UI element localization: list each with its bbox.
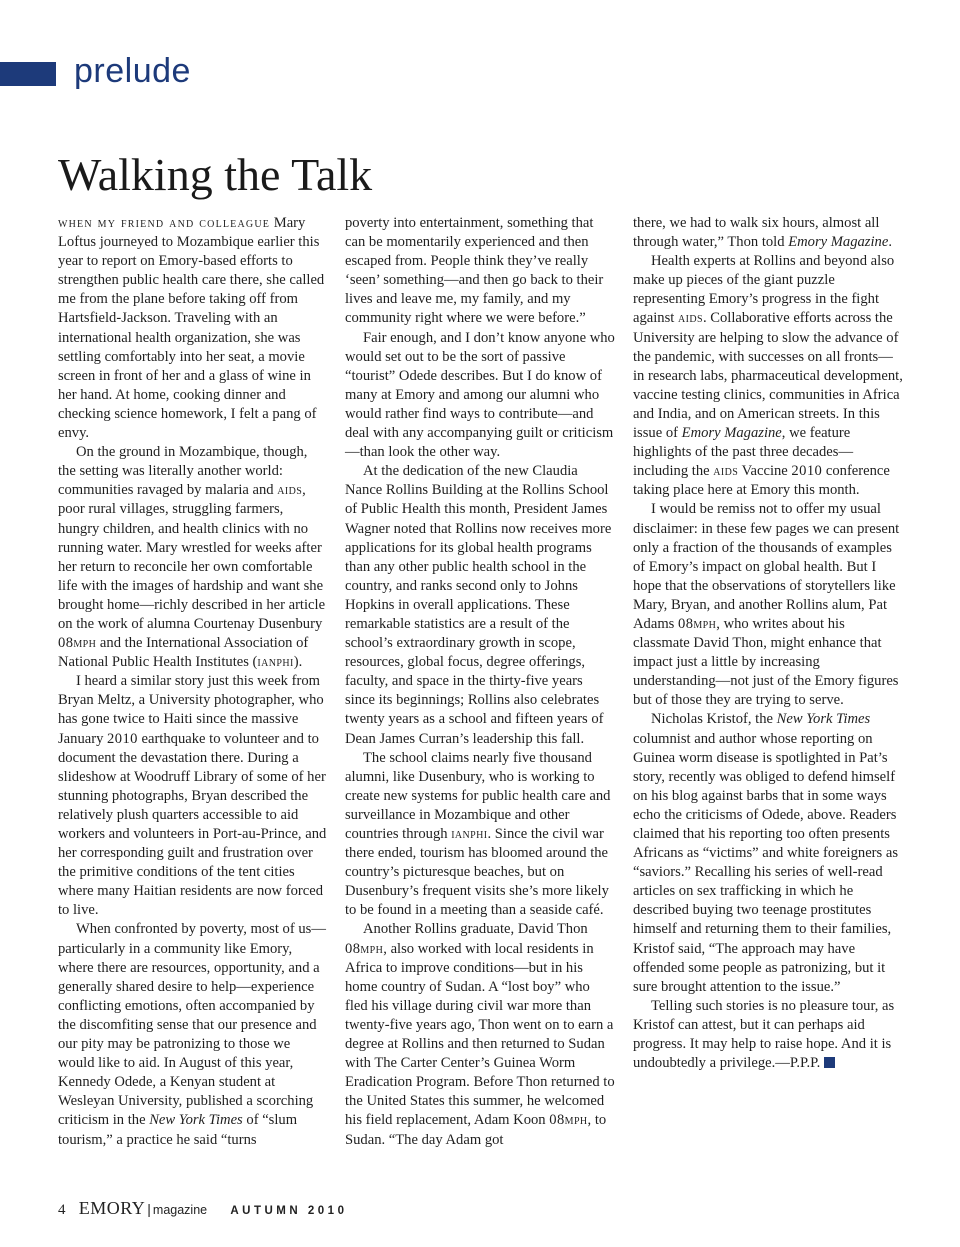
paragraph: I would be remiss not to offer my usual disclaimer: in these few pages we can present only a fraction of the thousands of examples of Emory’s impact on global health. But I hope that the observations of storytellers like Mary, Bryan, and another Rollins alum, Pat Adams 08mph, who writes about his classmate David Thon, might enhance that impact just a little by increasing understanding—not just of the Emory figures but of those they are trying to serve. [633,501,900,709]
article-title: Walking the Talk [58,149,373,200]
paragraph: The school claims nearly five thousand alumni, like Dusenbury, who is working to create new systems for public health care and surveillance in Mozambique and other countries through ianphi. Since the civil war there ended, tourism has bloomed around the country’s picturesque beaches, but on Dusenbury’s frequent visits she’s more likely to be found in a meeting than a seaside café. [345,749,611,919]
page-number: 4 [58,1202,66,1218]
footer-divider: | [147,1201,151,1217]
paragraph: Telling such stories is no pleasure tour, as Kristof can attest, but it can perhaps aid progress. It may help to raise hope. And it is undoubtedly a privilege.—P.P.P. [633,997,895,1072]
paragraph: Another Rollins graduate, David Thon 08mph, also worked with local residents in Africa to improve conditions—but in his home country of Sudan. A “lost boy” who fled his village during civil war more than twenty-five years ago, Thon went on to earn a degree at Rollins and then returned to Sudan with The Carter Center’s Guinea Worm Eradication Program. Before Thon returned to the United States this summer, he welcomed his field replacement, Adam Koon 08mph, to Sudan. “The day Adam got [345,921,615,1148]
paragraph: Nicholas Kristof, the New York Times columnist and author whose reporting on Guinea worm disease is spotlighted in Pat’s story, recently was obliged to defend himself on his blog against barbs that in some ways echo the criticisms of Odede, above. Readers claimed that his reporting too often presents Africans as “victims” and white foreigners as “saviors.” Recalling his series of well-read articles on sex trafficking in which he described buying two teenage prostitutes himself and returning them to their families, Kristof said, “The approach may have offended some people as patronizing, but it sure brought attention to the issue.” [633,711,899,995]
paragraph: At the dedication of the new Claudia Nance Rollins Building at the Rollins School of Public Health this month, President James Wagner noted that Rollins now receives more applications for its global health programs than any other public health school in the country, and ranks second only to Johns Hopkins in overall applications. These remarkable statistics are a result of the school’s extraordinary growth in scope, resources, global focus, degree offerings, faculty, and space in the thirty-five years since its beginnings; Rollins also celebrates twenty years as a school and fifteen years of Dean James Curran’s leadership this fall. [345,463,612,747]
paragraph: there, we had to walk six hours, almost all through water,” Thon told Emory Magazine. [633,215,892,251]
end-square-icon [824,1057,835,1068]
article-column-1 [58,214,328,1150]
brand-name: EMORY [78,1198,146,1218]
lead-in: when my friend and colleague [58,215,271,231]
paragraph: I heard a similar story just this week from Bryan Meltz, a University photographer, who has gone twice to Haiti since the massive January 2010 earthquake to volunteer and to document the devastation there. During a slideshow at Woodruff Library of some of her stunning photographs, Bryan described the relatively plush quarters accessible to aid workers and volunteers in Port-au-Prince, and her corresponding guilt and frustration over the primitive conditions of the tent cities where many Haitian residents are now forced to live. [58,673,327,919]
paragraph: Fair enough, and I don’t know anyone who would set out to be the sort of passive “tourist” Odede describes. But I do know of many at Emory and among our alumni who would rather find ways to contribute—and deal with any accompanying guilt or criticism—than look the other way. [345,329,615,461]
issue-date: AUTUMN 2010 [230,1205,348,1217]
section-label: prelude [74,52,191,90]
paragraph: Health experts at Rollins and beyond also make up pieces of the giant puzzle representing Emory’s progress in the fight against aids. Collaborative efforts across the University are helping to slow the advance of the pandemic, with successes on all fronts—in research labs, pharmaceutical development, vaccine testing clinics, communities in Africa and India, and on American streets. In this issue of Emory Magazine, we feature highlights of the past three decades—including the aids Vaccine 2010 conference taking place here at Emory this month. [633,253,903,499]
paragraph: On the ground in Mozambique, though, the setting was literally another world: communities ravaged by malaria and aids, poor rural villages, struggling farmers, hungry children, and health clinics with no running water. Mary wrestled for weeks after her return to reconcile her own comfortable life with the images of hardship and want she brought home—richly described in her article on the work of alumna Courtenay Dusenbury 08mph and the International Association of National Public Health Institutes (ianphi). [58,444,326,671]
paragraph: when my friend and colleague Mary Loftus journeyed to Mozambique earlier this year to report on Emory-based efforts to strengthen public health care there, she called me from the plane before taking off from Hartsfield-Jackson. Traveling with an international health organization, she was settling comfortably into her seat, a movie screen in front of her and a glass of wine in her hand. At home, cooking dinner and checking science homework, I felt a pang of envy. [58,215,325,442]
section-color-bar [0,62,56,86]
article-column-2 [345,214,615,1150]
paragraph: When confronted by poverty, most of us—particularly in a community like Emory, where there are resources, opportunity, and a generally shared desire to help—experience conflicting emotions, often accompanied by the discomfiting sense that our presence and our pity may be patronizing to those we would like to aid. In August of this year, Kennedy Odede, a Kenyan student at Wesleyan University, published a scorching criticism in the New York Times of “slum tourism,” a practice he said “turns [58,921,326,1148]
page-footer [58,1198,347,1219]
publication-name: magazine [152,1203,208,1217]
article-column-3 [633,214,903,1073]
paragraph: poverty into entertainment, something that can be momentarily experienced and then escaped from. People think they’ve really ‘seen’ something—and then go back to their lives and leave me, my family, and my community right where we were before.” [345,215,604,327]
